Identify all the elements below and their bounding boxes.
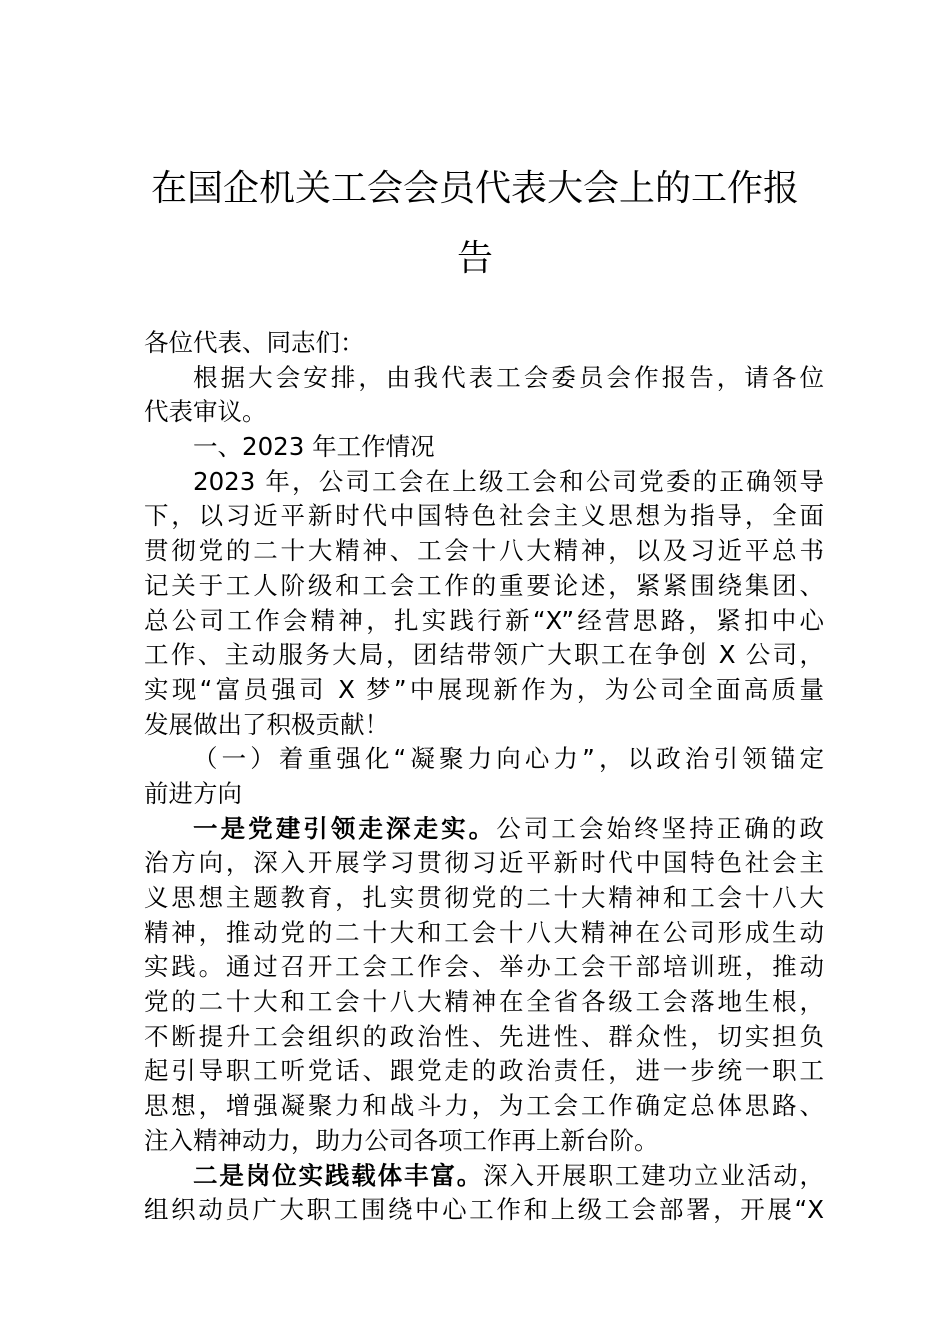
body-line-text: 深入开展职工建功立业活动， (483, 1160, 825, 1190)
body-line-text: 组织动员广大职工围绕中心工作和上级工会部署，开展“X (144, 1195, 824, 1225)
body-line-text: 实现“富员强司 X 梦”中展现新作为，为公司全面高质量 (144, 674, 824, 704)
body-line (144, 1159, 824, 1194)
body-line-text: 义思想主题教育，扎实贯彻党的二十大精神和工会十八大 (144, 883, 824, 912)
body-line (144, 430, 824, 465)
paragraph-lead-heading: 一是党建引领走深走实。 (193, 813, 497, 843)
body-line-text: 一、2023 年工作情况 (193, 432, 435, 462)
body-line (144, 673, 824, 708)
body-line-text: 不断提升工会组织的政治性、先进性、群众性，切实担负 (144, 1021, 824, 1051)
body-line (144, 361, 824, 396)
body-line (144, 950, 824, 985)
body-line (144, 777, 824, 812)
body-line-text: 下，以习近平新时代中国特色社会主义思想为指导，全面 (144, 501, 824, 531)
body-line-text: 精神，推动党的二十大和工会十八大精神在公司形成生动 (144, 917, 824, 947)
body-line-text: 党的二十大和工会十八大精神在全省各级工会落地生根， (144, 987, 824, 1017)
body-line-text: 总公司工作会精神，扎实践行新“X”经营思路，紧扣中心 (144, 605, 824, 635)
document-title-line-2: 告 (456, 238, 493, 279)
body-line (144, 1054, 824, 1089)
body-line (144, 465, 824, 500)
body-line-text: 治方向，深入开展学习贯彻习近平新时代中国特色社会主 (144, 848, 824, 878)
body-line-text: 各位代表、同志们： (144, 328, 365, 357)
body-line-text: 贯彻党的二十大精神、工会十八大精神，以及习近平总书 (144, 536, 824, 566)
body-line (144, 1193, 824, 1228)
body-line-text: 工作、主动服务大局，团结带领广大职工在争创 X 公司， (144, 640, 824, 670)
body-line (144, 1089, 824, 1124)
body-line-text: 注入精神动力，助力公司各项工作再上新台阶。 (144, 1125, 659, 1155)
body-line (144, 708, 824, 743)
document-body (144, 326, 824, 1228)
body-line-text: 根据大会安排，由我代表工会委员会作报告，请各位 (193, 362, 824, 392)
body-line-text: 思想，增强凝聚力和战斗力，为工会工作确定总体思路、 (144, 1091, 824, 1121)
body-line (144, 742, 824, 777)
body-line (144, 1020, 824, 1055)
body-line (144, 985, 824, 1020)
body-line-text: 起引导职工听党话、跟党走的政治责任，进一步统一职工 (144, 1056, 824, 1086)
body-line (144, 846, 824, 881)
body-line (144, 916, 824, 951)
body-line (144, 395, 824, 430)
body-line-text: 前进方向 (144, 778, 242, 808)
body-line (144, 326, 824, 361)
body-line (144, 534, 824, 569)
body-line-text: 代表审议。 (144, 397, 267, 427)
body-line-text: 公司工会始终坚持正确的政 (496, 813, 824, 843)
body-line-text: 发展做出了积极贡献！ (144, 709, 389, 739)
body-line (144, 499, 824, 534)
body-line (144, 569, 824, 604)
body-line (144, 638, 824, 673)
paragraph-lead-heading: 二是岗位实践载体丰富。 (193, 1160, 484, 1190)
body-line-text: 2023 年，公司工会在上级工会和公司党委的正确领导 (193, 466, 824, 496)
body-line (144, 1124, 824, 1159)
document-title-line-1: 在国企机关工会会员代表大会上的工作报 (150, 168, 799, 209)
body-line-text: 实践。通过召开工会工作会、举办工会干部培训班，推动 (144, 952, 824, 982)
body-line (144, 604, 824, 639)
body-line (144, 812, 824, 847)
body-line (144, 881, 824, 916)
body-line-text: 记关于工人阶级和工会工作的重要论述，紧紧围绕集团、 (144, 570, 824, 600)
body-line-text: （一）着重强化“凝聚力向心力”，以政治引领锚定 (193, 744, 824, 774)
